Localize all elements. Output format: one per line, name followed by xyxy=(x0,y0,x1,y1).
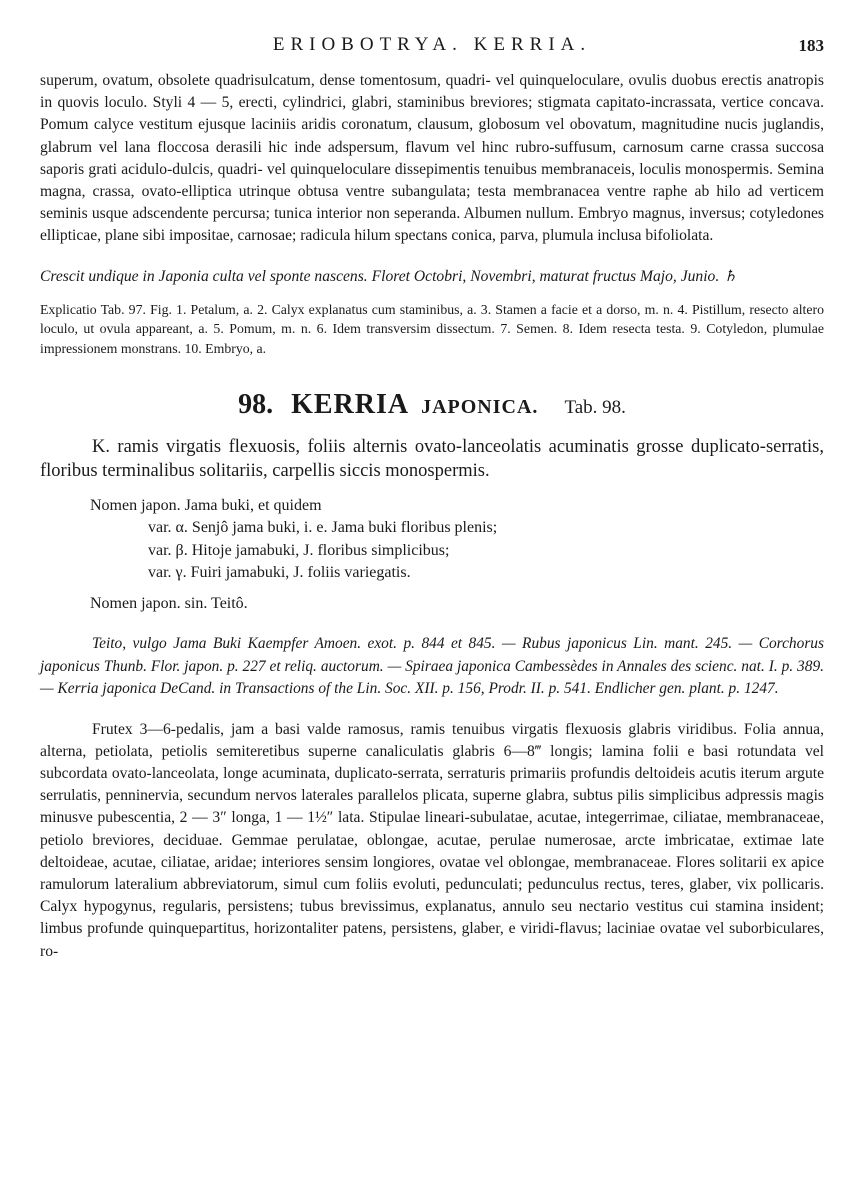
name-line: Nomen japon. Jama buki, et quidem xyxy=(90,496,322,514)
running-title: ERIOBOTRYA. KERRIA. xyxy=(272,34,592,55)
shrub-description: Frutex 3—6-pedalis, jam a basi valde ramosus, ramis tenuibus virgatis flexuosis glabris viridibus. Folia annua, alterna, petiolata, petiolis semiteretibus superne canaliculatis glabris 6—8‴ longis; lamina folii e basi rotundata vel subcordata ovato-lanceolata, longe acuminata, duplicato-serrata, serraturis primariis profundis deltoideis acutis iterum argute serrulatis, penninervia, secundum nervos laterales parallelos plicata, superne glabra, subtus pilis simplicibus adpressis magis minusve pubescentia, 2 — 3″ longa, 1 — 1½″ lata. Stipulae lineari-subulatae, acutae, integerrimae, ciliatae, membranaceae, petiolo breviores, deciduae. Gemmae perulatae, oblongae, acutae, perulae numerosae, arcte imbricatae, extimae late deltoideae, acutae, ciliatae, aridae; interiores sensim longiores, ovatae vel oblongae, membranaceae. Flores solitarii ex apice ramulorum lateralium abbreviatorum, simul cum foliis evoluti, pedunculati; pedunculus rectus, teres, glaber, vix pollicaris. Calyx hypogynus, regularis, persistens; tubus brevissimus, explanatus, annulo seu nectario vestitus cui stamina insident; limbus profunde quinquepartitus, horizontaliter patens, persistens, glaber, e viridi-flavus; laciniae ovatae vel suborbiculares, ro- xyxy=(40,720,824,960)
species-heading xyxy=(40,389,824,421)
species-diagnosis: K. ramis virgatis flexuosis, foliis alternis ovato-lanceolatis acuminatis grosse duplicato-serratis, floribus terminalibus solitariis, carpellis siccis monospermis. xyxy=(40,436,824,481)
fruit-description-paragraph: superum, ovatum, obsolete quadrisulcatum, dense tomentosum, quadri- vel quinqueloculare, ovulis duobus erectis anatropis in quovis loculo. Styli 4 — 5, erecti, cylindrici, glabri, staminibus breviores; stigmata capitato-incrassata, vertice concava. Pomum calyce vestitum ejusque laciniis aridis coronatum, clausum, globosum vel obovatum, magnitudine nucis juglandis, glabrum vel lana floccosa derasili hic inde adspersum, flavum vel hinc rubro-suffusum, carnosum carne crassa succosa saporis grati acidulo-dulcis, quadri- vel quinqueloculare dissepimentis tenuibus membranaceis, loculis monospermis. Semina magna, crassa, ovato-elliptica utrinque obtusa ventre subangulata; testa membranacea ventre raphe ab hilo ad verticem seminis usque adscendente percursa; tunica interior non seperanda. Albumen nullum. Embryo magnus, inversus; cotyledones ellipticae, plane sibi impositae, carnosae; radicula hilum spectans conica, parva, plumula inclusa bifoliolata. xyxy=(40,72,824,245)
species-genus: KERRIA xyxy=(291,388,410,420)
habitat-paragraph: Crescit undique in Japonia culta vel sponte nascens. Floret Octobri, Novembri, maturat fructus Majo, Junio. ♄ xyxy=(40,267,738,285)
vernacular-names xyxy=(90,495,824,616)
variety-line: var. α. Senjô jama buki, i. e. Jama buki floribus plenis; xyxy=(148,519,498,537)
species-number: 98. xyxy=(238,388,274,420)
synonymy-paragraph: Teito, vulgo Jama Buki Kaempfer Amoen. exot. p. 844 et 845. — Rubus japonicus Lin. mant. 245. — Corchorus japonicus Thunb. Flor. japon. p. 227 et reliq. auctorum. — Spiraea japonica Cambessèdes in Annales des scienc. nat. I. p. 389. — Kerria japonica DeCand. in Transactions of the Lin. Soc. XII. p. 156, Prodr. II. p. 541. Endlicher gen. plant. p. 1247. xyxy=(40,635,824,698)
plate-reference: Tab. 98. xyxy=(564,396,626,418)
plate-explanation: Explicatio Tab. 97. Fig. 1. Petalum, a. 2. Calyx explanatus cum staminibus, a. 3. Stamen a facie et a dorso, m. n. 4. Pistillum, resecto altero loculo, ut ovula appareant, a. 5. Pomum, m. n. 6. Idem transversim dissectum. 7. Semen. 8. Idem resecta testa. 9. Cotyledon, plumulae impressionem monstrans. 10. Embryo, a. xyxy=(40,301,824,357)
species-epithet: JAPONICA. xyxy=(421,395,539,418)
variety-line: var. β. Hitoje jamabuki, J. floribus simplicibus; xyxy=(148,541,450,559)
page-number: 183 xyxy=(798,36,824,55)
name-line: Nomen japon. sin. Teitô. xyxy=(90,594,248,612)
page-header xyxy=(40,0,824,70)
variety-line: var. γ. Fuiri jamabuki, J. foliis variegatis. xyxy=(148,564,411,582)
